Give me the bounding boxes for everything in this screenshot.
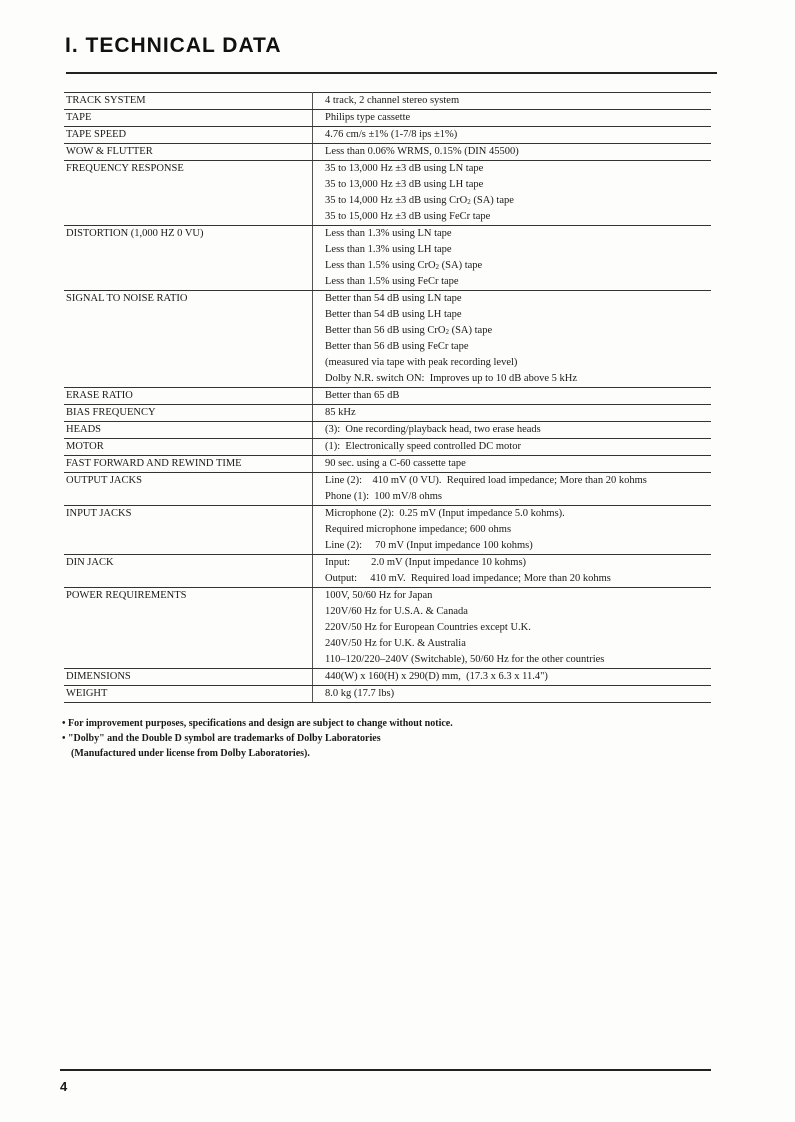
note-dolby-line1: • "Dolby" and the Double D symbol are trademarks of Dolby Laboratories [62,733,381,744]
spec-value-line: 35 to 13,000 Hz ±3 dB using LN tape [325,163,484,174]
spec-label: SIGNAL TO NOISE RATIO [64,291,313,388]
spec-value [313,506,712,555]
spec-row [64,144,711,161]
spec-value-line: 100V, 50/60 Hz for Japan [325,590,433,601]
spec-label: WEIGHT [64,686,313,703]
spec-value-line: (1): Electronically speed controlled DC motor [325,441,521,452]
spec-row [64,226,711,291]
spec-value-line: 220V/50 Hz for European Countries except U.K. [325,622,531,633]
spec-value-line: Better than 56 dB using FeCr tape [325,341,469,352]
spec-value-line: Less than 1.3% using LN tape [325,228,452,239]
spec-label: FREQUENCY RESPONSE [64,161,313,226]
spec-value [313,226,712,291]
spec-label: HEADS [64,422,313,439]
spec-value [313,473,712,506]
spec-value-line: Line (2): 410 mV (0 VU). Required load impedance; More than 20 kohms [325,475,647,486]
spec-value-line: (3): One recording/playback head, two erase heads [325,424,541,435]
spec-value [313,127,712,144]
spec-row [64,555,711,588]
spec-row [64,291,711,388]
spec-value-line: Less than 0.06% WRMS, 0.15% (DIN 45500) [325,146,519,157]
spec-value [313,405,712,422]
spec-value-line: Microphone (2): 0.25 mV (Input impedance 5.0 kohms). [325,508,565,519]
page-number: 4 [60,1079,68,1094]
spec-label: INPUT JACKS [64,506,313,555]
footnotes [62,716,453,761]
spec-row [64,669,711,686]
spec-value [313,422,712,439]
spec-value-line: Phone (1): 100 mV/8 ohms [325,491,442,502]
spec-label: DISTORTION (1,000 HZ 0 VU) [64,226,313,291]
spec-label: BIAS FREQUENCY [64,405,313,422]
spec-label: FAST FORWARD AND REWIND TIME [64,456,313,473]
spec-row [64,161,711,226]
spec-value-line: 35 to 13,000 Hz ±3 dB using LH tape [325,179,484,190]
spec-label: TAPE SPEED [64,127,313,144]
note-dolby [62,731,453,761]
spec-value-line: 35 to 15,000 Hz ±3 dB using FeCr tape [325,211,491,222]
spec-value-line: Input: 2.0 mV (Input impedance 10 kohms) [325,557,527,568]
spec-row [64,93,711,110]
spec-value-line: 8.0 kg (17.7 lbs) [325,688,395,699]
spec-value-line: Philips type cassette [325,112,411,123]
spec-value-line: Required microphone impedance; 600 ohms [325,524,512,535]
spec-value-line: 440(W) x 160(H) x 290(D) mm, (17.3 x 6.3 x 11.4") [325,671,548,682]
spec-value [313,144,712,161]
spec-row [64,473,711,506]
spec-value [313,110,712,127]
spec-value [313,555,712,588]
spec-value [313,388,712,405]
spec-value-line: Better than 54 dB using LH tape [325,309,462,320]
footer-rule [60,1069,711,1071]
spec-value-line: Dolby N.R. switch ON: Improves up to 10 dB above 5 kHz [325,373,577,384]
spec-value-line: Output: 410 mV. Required load impedance; More than 20 kohms [325,573,611,584]
spec-value [313,161,712,226]
spec-value [313,456,712,473]
spec-value [313,686,712,703]
spec-row [64,110,711,127]
spec-label: OUTPUT JACKS [64,473,313,506]
spec-row [64,405,711,422]
spec-value-line: 85 kHz [325,407,356,418]
spec-label: MOTOR [64,439,313,456]
note-improvement: • For improvement purposes, specifications and design are subject to change without notice. [62,718,453,729]
spec-label: POWER REQUIREMENTS [64,588,313,669]
spec-row [64,439,711,456]
spec-row [64,422,711,439]
spec-value-line: Less than 1.3% using LH tape [325,244,452,255]
spec-value-line: 240V/50 Hz for U.K. & Australia [325,638,466,649]
spec-value-line: 120V/60 Hz for U.S.A. & Canada [325,606,468,617]
spec-label: TAPE [64,110,313,127]
spec-row [64,127,711,144]
spec-row [64,456,711,473]
spec-label: WOW & FLUTTER [64,144,313,161]
spec-value-line: Line (2): 70 mV (Input impedance 100 kohms) [325,540,533,551]
note-dolby-line2: (Manufactured under license from Dolby Laboratories). [71,748,310,759]
spec-label: ERASE RATIO [64,388,313,405]
spec-value-line: Less than 1.5% using FeCr tape [325,276,459,287]
spec-row [64,506,711,555]
spec-value-line: 90 sec. using a C-60 cassette tape [325,458,466,469]
spec-label: DIMENSIONS [64,669,313,686]
page-title: I. TECHNICAL DATA [65,34,282,57]
spec-value-line: Less than 1.5% using CrO$_2$ (SA) tape [325,260,483,271]
spec-value-line: 110–120/220–240V (Switchable), 50/60 Hz for the other countries [325,654,605,665]
specs-table-body [64,93,711,703]
spec-label: TRACK SYSTEM [64,93,313,110]
spec-value-line: Better than 56 dB using CrO$_2$ (SA) tape [325,325,493,336]
spec-value [313,669,712,686]
spec-value-line: 4 track, 2 channel stereo system [325,95,460,106]
spec-value [313,93,712,110]
spec-value-line: 35 to 14,000 Hz ±3 dB using CrO$_2$ (SA) tape [325,195,514,206]
spec-value-line: (measured via tape with peak recording level) [325,357,518,368]
spec-value [313,439,712,456]
spec-value [313,291,712,388]
spec-row [64,686,711,703]
spec-value-line: Better than 65 dB [325,390,400,401]
title-rule [66,72,717,74]
spec-value-line: Better than 54 dB using LN tape [325,293,462,304]
specs-table [64,92,711,703]
spec-row [64,388,711,405]
spec-value [313,588,712,669]
spec-value-line: 4.76 cm/s ±1% (1-7/8 ips ±1%) [325,129,458,140]
spec-row [64,588,711,669]
spec-label: DIN JACK [64,555,313,588]
